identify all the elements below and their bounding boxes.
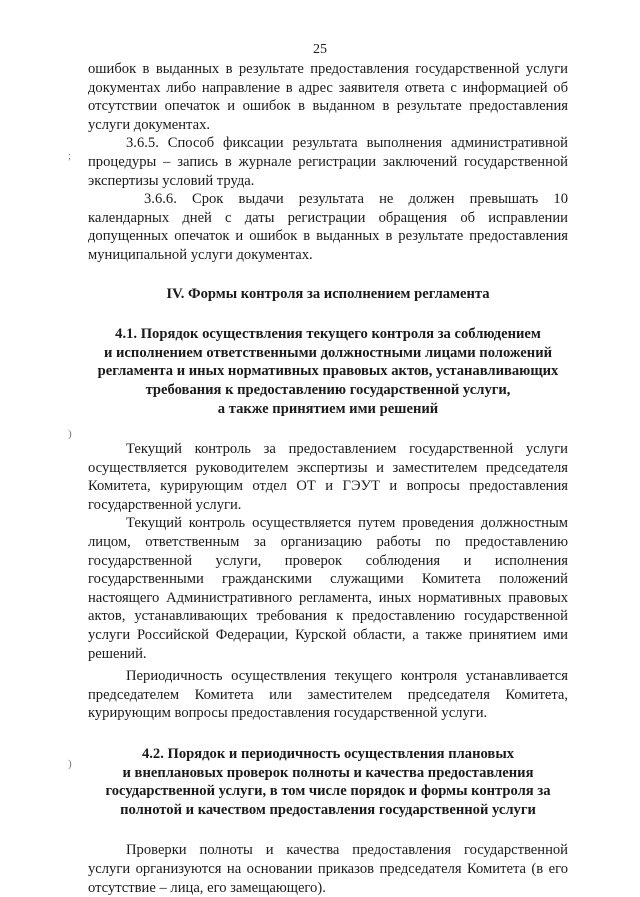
document-body	[88, 60, 568, 897]
text-line: 3.6.5. Способ фиксации результата выполнения административной	[126, 135, 568, 152]
text-line: Текущий контроль осуществляется путем проведения должностным	[126, 515, 568, 532]
text-line: календарных дней с даты регистрации обращения об исправлении	[88, 209, 568, 226]
heading-line: регламента и иных нормативных правовых актов, устанавливающих	[97, 363, 559, 380]
paragraph-4-1-a	[88, 440, 568, 514]
margin-mark: )	[68, 758, 72, 770]
section-4-title: IV. Формы контроля за исполнением регламента	[166, 285, 490, 302]
heading-4-1	[88, 325, 568, 418]
heading-line: государственной услуги, в том числе порядок и формы контроля за	[105, 783, 551, 800]
text-line: государственной услуги.	[88, 496, 242, 513]
text-line: актов, устанавливающих требования к предоставлению государственной	[88, 608, 568, 625]
text-line: отсутствии опечаток и ошибок в выданном в результате предоставления	[88, 98, 568, 115]
text-line: государственной услуги, проверок соблюдения и исполнения	[88, 552, 568, 569]
text-line: Комитета, курирующим отдел ОТ и ГЭУТ и вопросы предоставления	[88, 478, 568, 495]
page-number: 25	[313, 42, 327, 57]
heading-line: а также принятием ими решений	[217, 400, 439, 417]
text-line: государственными гражданскими служащими Комитета положений	[88, 571, 568, 588]
text-line: Проверки полноты и качества предоставления государственной	[126, 842, 568, 859]
text-line: услуги организуются на основании приказов председателя Комитета (в его	[88, 860, 568, 877]
heading-line: 4.2. Порядок и периодичность осуществления плановых	[141, 746, 515, 762]
text-line: председателем Комитета или заместителем председателя Комитета,	[88, 686, 568, 703]
paragraph-4-1-b	[88, 514, 568, 663]
heading-line: 4.1. Порядок осуществления текущего контроля за соблюдением	[115, 326, 541, 343]
text-line: услуги Российской Федерации, Курской области, а также принятием ими	[88, 627, 568, 644]
paragraph-continuation	[88, 60, 568, 134]
text-line: осуществляется руководителем экспертизы и заместителем председателя	[88, 459, 568, 476]
heading-line: и исполнением ответственными должностными лицами положений	[103, 344, 553, 361]
paragraph-3-6-6	[88, 190, 568, 264]
paragraph-4-2-a	[88, 841, 568, 897]
paragraph-3-6-5	[88, 134, 568, 190]
text-line: услуги документах.	[88, 116, 211, 133]
text-line: настоящего Административного регламента, иных нормативных правовых	[88, 589, 568, 606]
text-line: экспертизы условий труда.	[88, 172, 255, 189]
text-line: процедуры – запись в журнале регистрации заключений государственной	[88, 153, 568, 170]
text-line: курирующим вопросы предоставления государственной услуги.	[88, 705, 488, 722]
paragraph-4-1-c	[88, 667, 568, 723]
text-line: муниципальной услуги документах.	[88, 246, 313, 263]
margin-mark: )	[68, 428, 72, 440]
text-line: лицом, ответственным за организацию работы по предоставлению	[88, 534, 568, 551]
heading-line: требования к предоставлению государственной услуги,	[145, 381, 511, 398]
heading-line: и внеплановых проверок полноты и качества предоставления	[122, 764, 534, 781]
heading-4-2	[88, 745, 568, 819]
text-line: Периодичность осуществления текущего контроля устанавливается	[126, 668, 568, 685]
margin-mark: ;	[68, 150, 72, 162]
text-line: документах либо направление в адрес заявителя ответа с информацией об	[88, 79, 568, 96]
text-line: отсутствие – лица, его замещающего).	[88, 879, 326, 896]
text-line: Текущий контроль за предоставлением государственной услуги	[126, 441, 568, 458]
text-line: допущенных опечаток и ошибок в выданных в результате предоставления	[88, 228, 568, 245]
text-line: решений.	[88, 645, 147, 662]
text-line: 3.6.6. Срок выдачи результата не должен превышать 10	[144, 191, 568, 208]
heading-line: полнотой и качеством предоставления государственной услуги	[120, 801, 536, 818]
text-line: ошибок в выданных в результате предоставления государственной услуги	[88, 61, 568, 77]
